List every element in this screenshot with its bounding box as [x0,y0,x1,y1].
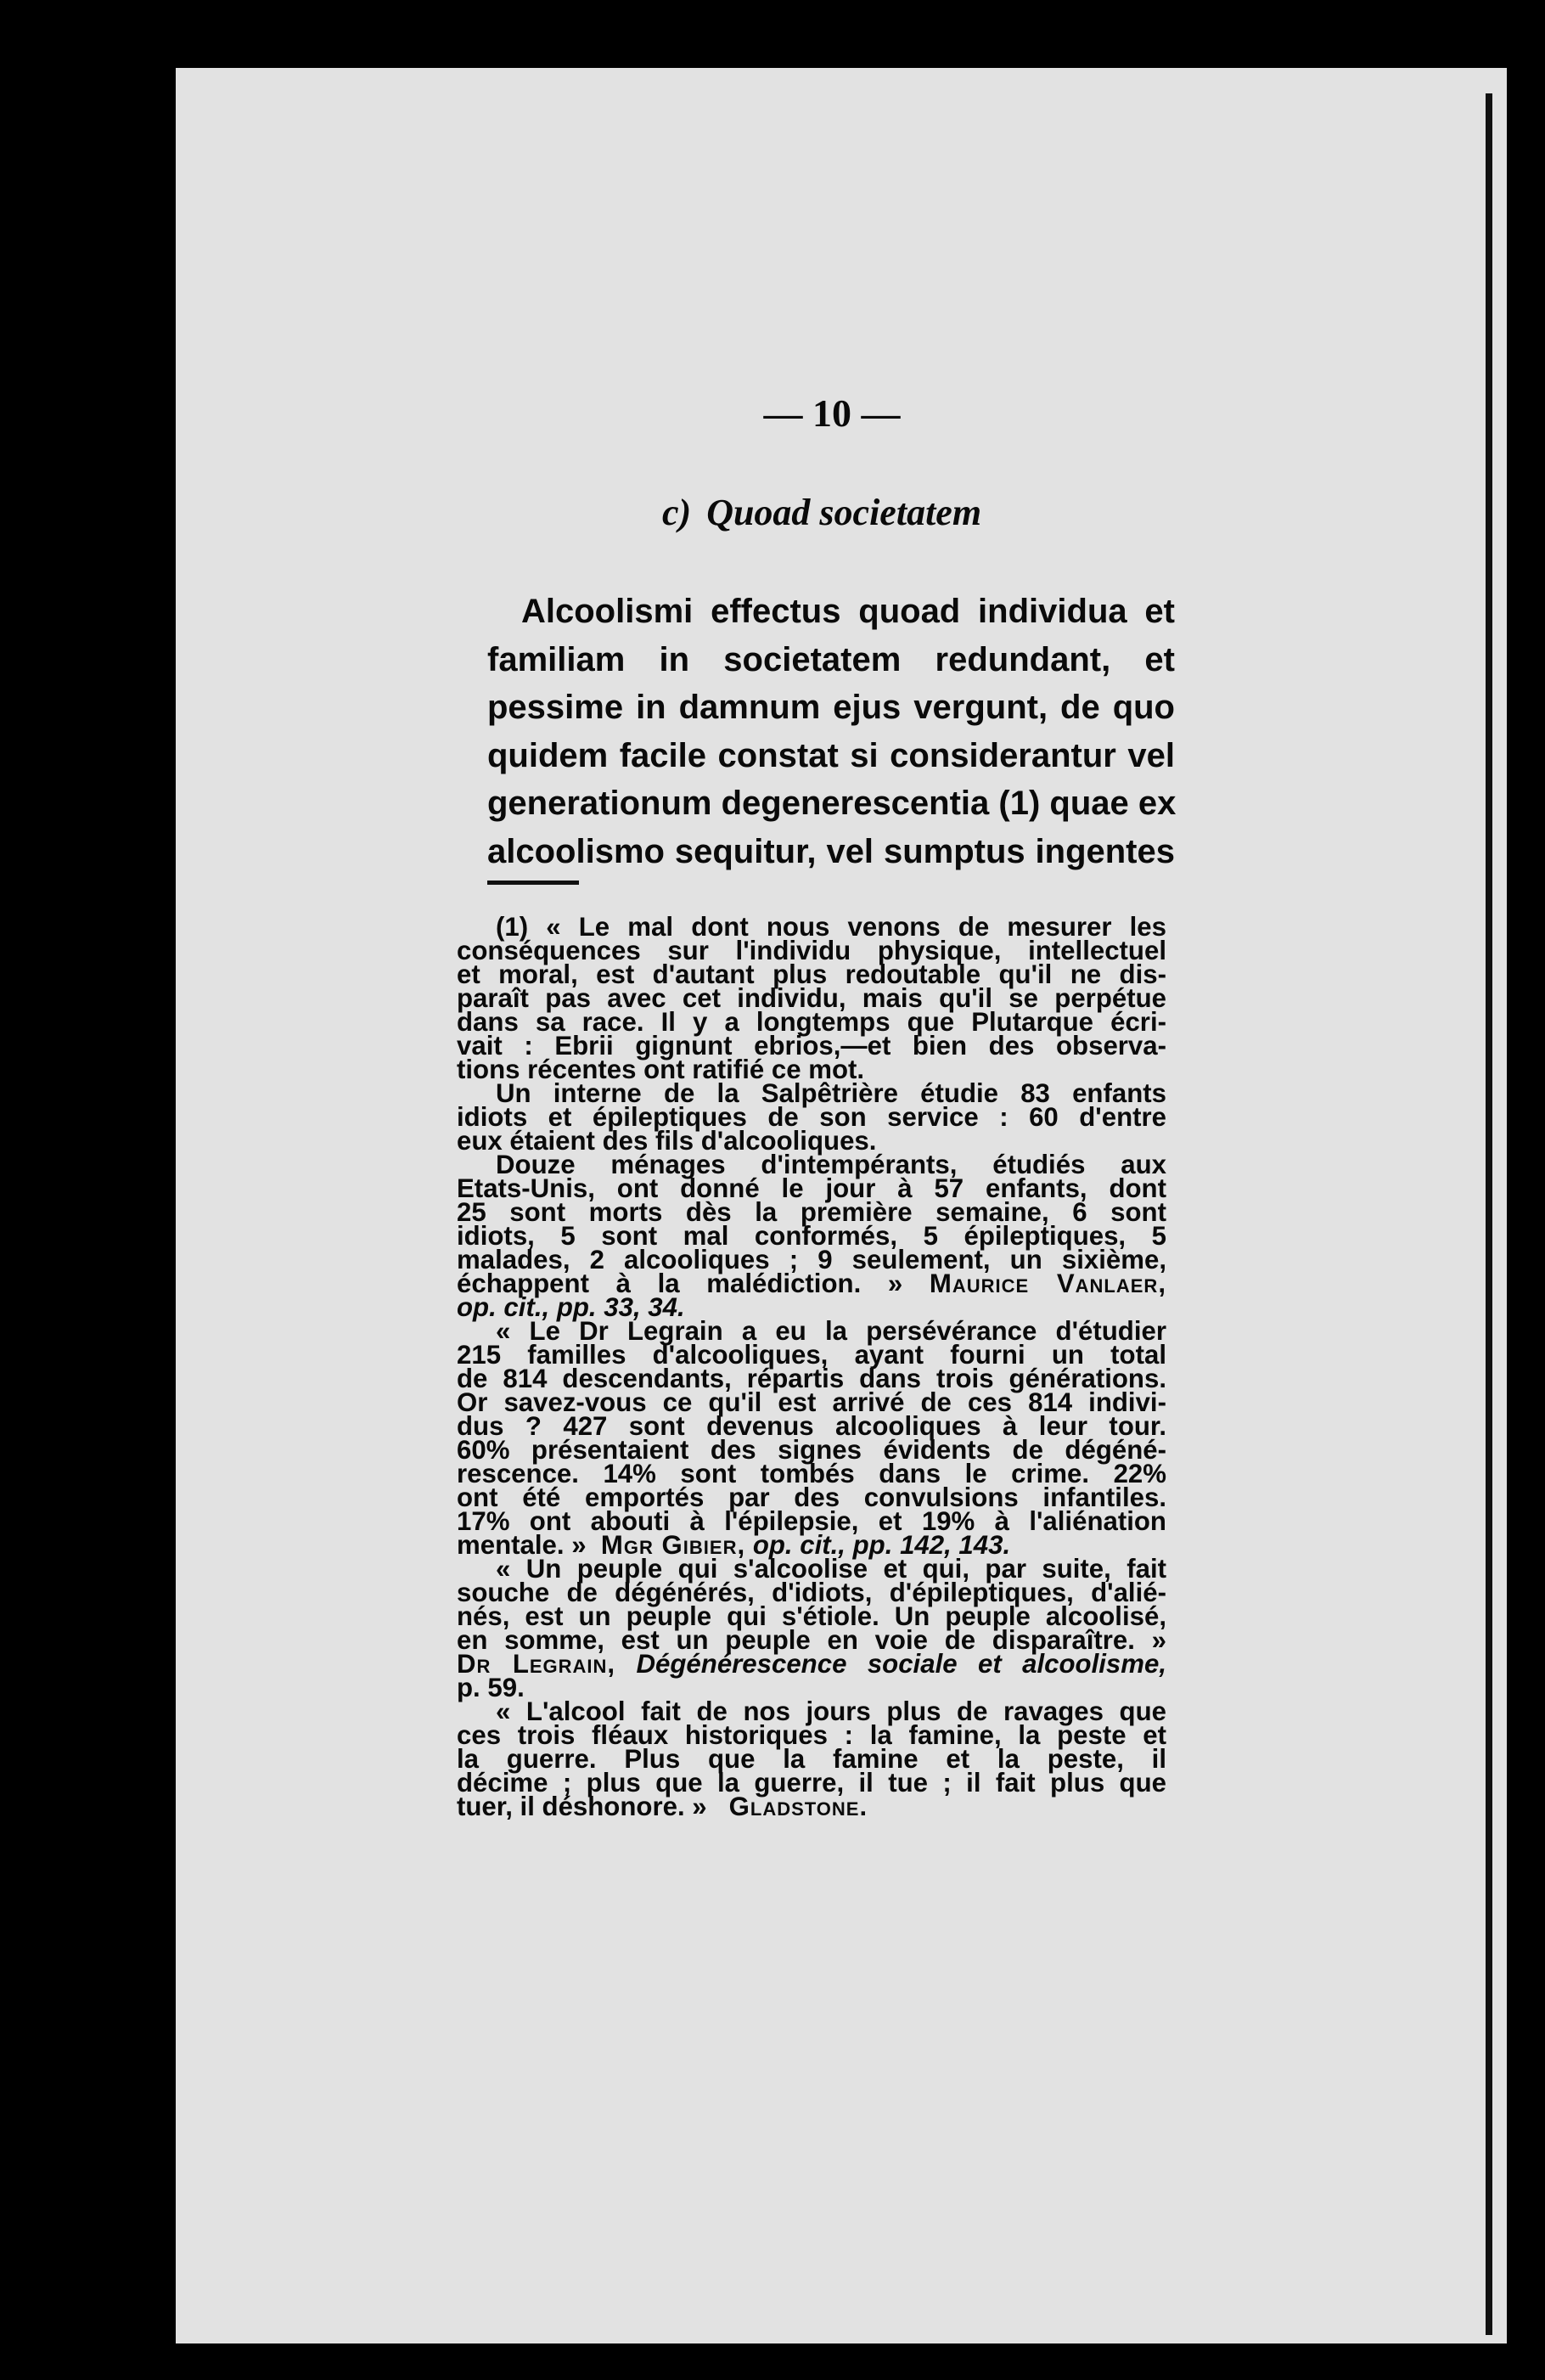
footnote-author: Dr Legrain, [457,1649,616,1679]
footnote-reference: op. cit., pp. 142, 143. [752,1530,1011,1560]
footnote-page: p. 59. [457,1673,525,1702]
footnote-line: « Un peuple qui s'alcoolise et qui, par suite, fait [496,1554,1166,1584]
footnote-line: tions récentes ont ratifié ce mot. [457,1055,865,1084]
footnote-line: dans sa race. Il y a longtemps que Plutarque écri- [457,1007,1166,1037]
footnote-line: 25 sont morts dès la première semaine, 6 sont [457,1197,1166,1227]
footnote-line: rescence. 14% sont tombés dans le crime. 22% [457,1459,1166,1488]
page-edge-shadow [1486,93,1492,2335]
footnote-line: « Le Dr Legrain a eu la persévérance d'étudier [496,1316,1166,1346]
footnote-line: idiots et épileptiques de son service : 60 d'entre [457,1102,1166,1132]
footnote-author: Gladstone. [728,1792,868,1821]
footnote-line: dus ? 427 sont devenus alcooliques à leur tour. [457,1411,1166,1441]
footnote-line: de 814 descendants, répartis dans trois générations. [457,1364,1166,1393]
footnote-line: 17% ont abouti à l'épilepsie, et 19% à l'aliénation [457,1506,1166,1536]
footnote-text: mentale. » [457,1530,587,1560]
footnote-rule [487,881,579,885]
footnote-line: ces trois fléaux historiques : la famine, la peste et [457,1720,1166,1750]
footnote-line: (1) « Le mal dont nous venons de mesurer les [496,912,1166,942]
footnote-line: décime ; plus que la guerre, il tue ; il fait plus que [457,1768,1166,1798]
footnote-line: ont été emportés par des convulsions infantiles. [457,1483,1166,1512]
footnote-line: Or savez-vous ce qu'il est arrivé de ces 814 indivi- [457,1387,1166,1417]
body-line: generationum degenerescentia (1) quae ex [487,785,1177,822]
section-heading [662,491,1019,534]
footnote-line: en somme, est un peuple en voie de disparaître. » [457,1625,1166,1655]
footnote-reference: Dégénérescence sociale et alcoolisme, [636,1649,1166,1679]
footnote-line: vait : Ebrii gignunt ebrios,—et bien des observa- [457,1031,1166,1061]
footnote-line: Un interne de la Salpêtrière étudie 83 enfants [496,1078,1166,1108]
footnote-line: souche de dégénérés, d'idiots, d'épileptiques, d'alié- [457,1578,1166,1607]
footnote-line [457,1792,1166,1821]
body-paragraph [487,588,1175,875]
footnote-line: malades, 2 alcooliques ; 9 seulement, un sixième, [457,1245,1166,1274]
body-line: alcoolismo sequitur, vel sumptus ingentes [487,832,1175,870]
footnote-line: paraît pas avec cet individu, mais qu'il se perpétue [457,983,1166,1013]
section-title: Quoad societatem [706,492,982,533]
footnote-author: Mgr Gibier, [600,1530,746,1560]
footnote-line: 215 familles d'alcooliques, ayant fourni un total [457,1340,1166,1370]
page-number: — 10 — [763,391,901,435]
footnote-line: et moral, est d'autant plus redoutable qu'il ne dis- [457,959,1166,989]
footnote-line [457,1649,1166,1679]
footnote-line: Etats-Unis, ont donné le jour à 57 enfants, dont [457,1173,1166,1203]
body-line: familiam in societatem redundant, et [487,640,1175,678]
footnote-line: « L'alcool fait de nos jours plus de ravages que [496,1696,1166,1726]
footnote-line: conséquences sur l'individu physique, intellectuel [457,936,1166,965]
footnote-line: 60% présentaient des signes évidents de dégéné- [457,1435,1166,1465]
footnote-line: la guerre. Plus que la famine et la peste, il [457,1744,1166,1774]
footnote-line: Douze ménages d'intempérants, étudiés aux [496,1150,1166,1179]
body-line: quidem facile constat si considerantur vel [487,736,1175,774]
section-label: c) [662,492,692,533]
footnote-line: idiots, 5 sont mal conformés, 5 épileptiques, 5 [457,1221,1166,1251]
footnotes [457,912,1166,1821]
footnote-line: nés, est un peuple qui s'étiole. Un peuple alcoolisé, [457,1601,1166,1631]
footnote-author: Maurice Vanlaer, [929,1269,1166,1298]
footnote-text: échappent à la malédiction. » [457,1269,903,1298]
body-line: Alcoolismi effectus quoad individua et [521,593,1175,630]
footnote-line: eux étaient des fils d'alcooliques. [457,1126,877,1156]
footnote-reference: op. cit., pp. 33, 34. [457,1292,685,1322]
body-line: pessime in damnum ejus vergunt, de quo [487,689,1175,726]
footnote-text: tuer, il déshonore. » [457,1792,707,1821]
